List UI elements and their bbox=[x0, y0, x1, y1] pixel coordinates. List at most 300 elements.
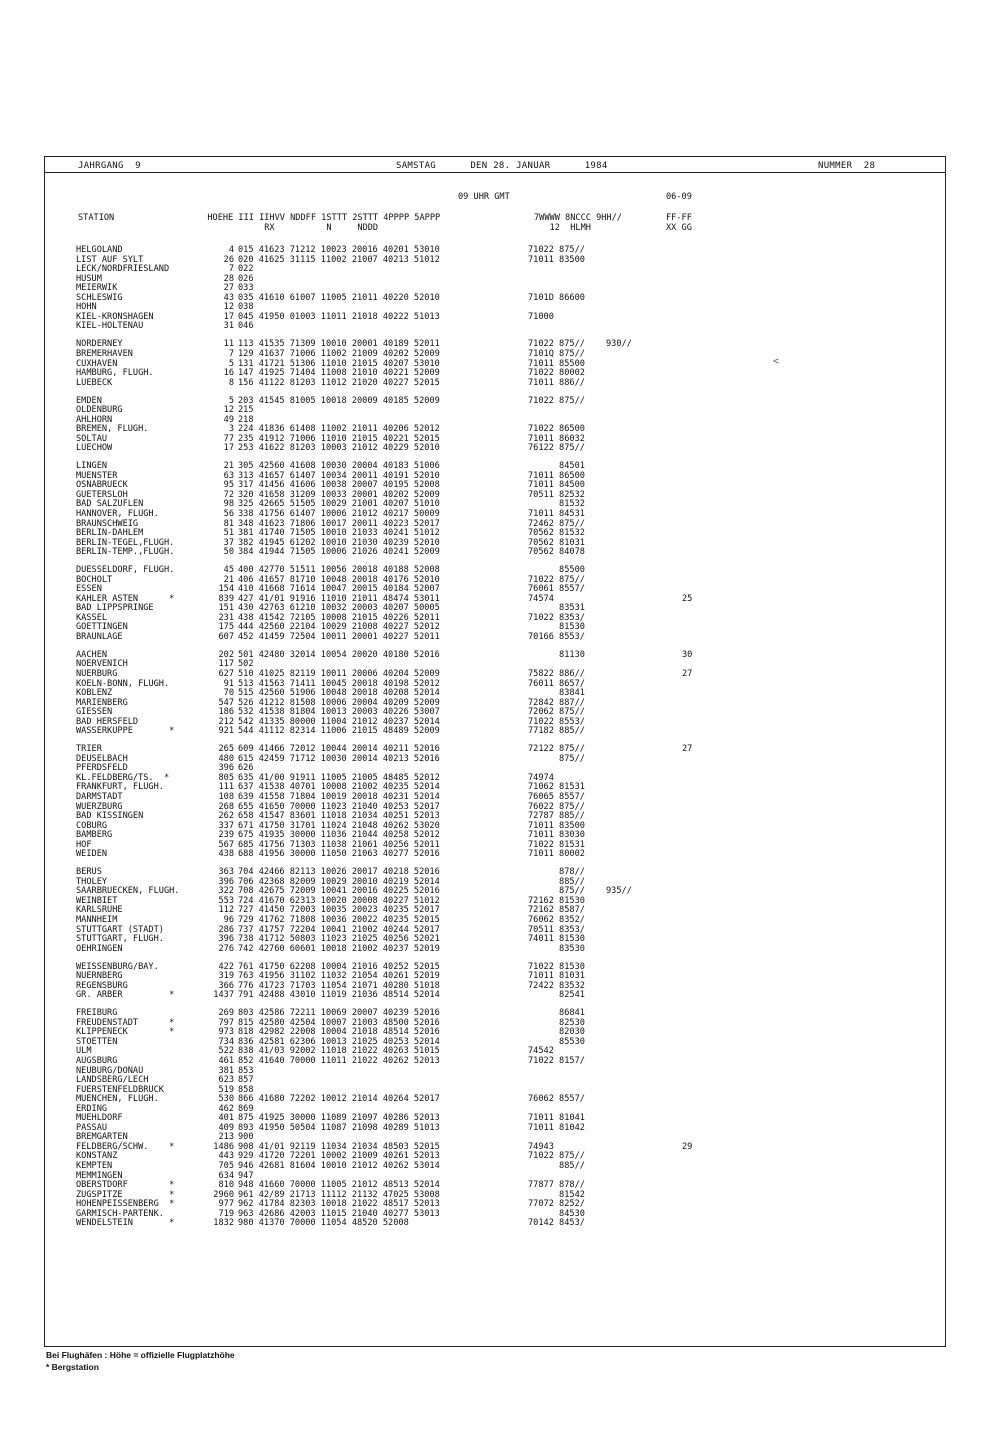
station-name: HAMBURG, FLUGH. bbox=[76, 368, 154, 378]
station-height: 265 bbox=[218, 744, 234, 755]
observation-groups: 224 41836 61408 11002 21011 40206 52012 bbox=[238, 424, 440, 435]
observation-groups: 113 41535 71309 10010 20001 40189 52011 bbox=[238, 339, 440, 350]
observation-groups: 305 42560 41608 10030 20004 40183 51006 bbox=[238, 461, 440, 472]
table-row bbox=[0, 1008, 1000, 1018]
observation-groups: 961 42/89 21713 11112 21132 47025 53008 bbox=[238, 1189, 440, 1200]
extra-groups: 81530 bbox=[528, 622, 585, 633]
observation-groups: 253 41622 81203 10003 21012 40229 52010 bbox=[238, 443, 440, 454]
extra-groups: 71022 81530 bbox=[528, 961, 585, 972]
station-height: 112 bbox=[218, 905, 234, 916]
table-row bbox=[0, 821, 1000, 831]
table-row bbox=[0, 1046, 1000, 1056]
station-height: 268 bbox=[218, 801, 234, 812]
station-name: DEUSELBACH bbox=[76, 753, 128, 764]
table-row bbox=[0, 538, 1000, 548]
station-name: FELDBERG/SCHW. * bbox=[76, 1141, 175, 1152]
extra-groups: 71000 bbox=[528, 311, 554, 322]
station-name: HELGOLAND bbox=[76, 245, 123, 255]
observation-groups: 737 41757 72204 10041 21002 40244 52017 bbox=[238, 924, 440, 935]
station-name: KOELN-BONN, FLUGH. bbox=[76, 678, 170, 689]
extra-groups: 82030 bbox=[528, 1027, 585, 1038]
station-name: HOF bbox=[76, 839, 92, 850]
observation-groups: 908 41/01 92119 11034 21034 48503 52015 bbox=[238, 1141, 440, 1152]
observation-groups: 685 41756 71303 11038 21061 40256 52011 bbox=[238, 839, 440, 850]
gust-value: 27 bbox=[682, 669, 693, 679]
table-row bbox=[0, 1104, 1000, 1114]
table-row bbox=[0, 396, 1000, 406]
extra-groups: 74542 bbox=[528, 1046, 554, 1057]
extra-groups: 7101Q 875// bbox=[528, 348, 585, 359]
observation-groups: 501 42480 32014 10054 20020 40180 52016 bbox=[238, 649, 440, 660]
observation-groups: 704 42466 82113 10026 20017 40218 52016 bbox=[238, 867, 440, 878]
table-row bbox=[0, 679, 1000, 689]
observation-groups: 026 bbox=[238, 273, 254, 284]
extra-groups: 76122 875// bbox=[528, 443, 585, 454]
station-name: MUENCHEN, FLUGH. bbox=[76, 1094, 159, 1105]
station-name: HUSUM bbox=[76, 273, 102, 284]
extra-groups: 71011 84531 bbox=[528, 509, 585, 519]
observation-groups: 893 41950 50504 11087 21098 40289 51013 bbox=[238, 1122, 440, 1133]
observation-groups: 858 bbox=[238, 1084, 254, 1095]
observation-groups: 348 41623 71806 10017 20011 40223 52017 bbox=[238, 518, 440, 529]
station-height: 286 bbox=[218, 924, 234, 935]
observation-groups: 776 41723 71703 11054 21071 40280 51018 bbox=[238, 980, 440, 991]
observation-groups: 853 bbox=[238, 1065, 254, 1076]
observation-groups: 626 bbox=[238, 763, 254, 774]
table-row bbox=[0, 1113, 1000, 1123]
station-height: 363 bbox=[218, 867, 234, 878]
station-name: ZUGSPITZE * bbox=[76, 1189, 175, 1200]
observation-groups: 452 41459 72504 10011 20001 40227 52011 bbox=[238, 631, 440, 642]
station-height: 213 bbox=[218, 1132, 234, 1143]
station-height: 117 bbox=[218, 659, 234, 670]
observation-groups: 502 bbox=[238, 659, 254, 670]
observation-groups: 639 41558 71804 10019 20018 40231 52014 bbox=[238, 792, 440, 802]
station-height: 705 bbox=[218, 1161, 234, 1171]
table-row bbox=[0, 490, 1000, 500]
table-row bbox=[0, 990, 1000, 1000]
table-row bbox=[0, 802, 1000, 812]
observation-groups: 688 41956 30000 11050 21063 40277 52016 bbox=[238, 849, 440, 860]
table-row bbox=[0, 1190, 1000, 1200]
station-height: 1832 bbox=[213, 1218, 234, 1229]
station-name: CUXHAVEN bbox=[76, 358, 118, 369]
issue-number: NUMMER 28 bbox=[818, 161, 876, 171]
observation-groups: 742 42760 60601 10018 21002 40237 52019 bbox=[238, 943, 440, 954]
table-row bbox=[0, 339, 1000, 349]
table-row bbox=[0, 1218, 1000, 1228]
gust-header-1: FF-FF bbox=[666, 213, 692, 223]
observation-groups: 655 41650 70000 11023 21040 40253 52017 bbox=[238, 801, 440, 812]
station-height: 108 bbox=[218, 792, 234, 802]
station-name: FREIBURG bbox=[76, 1008, 118, 1019]
gust-value: 29 bbox=[682, 1141, 693, 1152]
station-height: 3 bbox=[228, 424, 234, 435]
station-name: KAHLER ASTEN * bbox=[76, 593, 175, 604]
station-height: 522 bbox=[218, 1046, 234, 1057]
extra-groups: 71022 875// bbox=[528, 574, 585, 585]
station-name: BAMBERG bbox=[76, 830, 113, 841]
extra-groups: 72122 875// bbox=[528, 744, 585, 755]
gust-value: 30 bbox=[682, 649, 693, 660]
station-height: 186 bbox=[218, 707, 234, 718]
station-name: WEIDEN bbox=[76, 849, 108, 860]
extra-groups: 7101D 86600 bbox=[528, 292, 585, 303]
station-height: 805 bbox=[218, 772, 234, 783]
station-height: 77 bbox=[223, 433, 234, 444]
table-row bbox=[0, 499, 1000, 509]
extra-groups: 84530 bbox=[528, 1208, 585, 1219]
extra-groups: 85500 bbox=[528, 565, 585, 576]
station-height: 56 bbox=[223, 509, 234, 519]
observation-groups: 609 41466 72012 10044 20014 40211 52016 bbox=[238, 744, 440, 755]
station-name: BRAUNSCHWEIG bbox=[76, 518, 139, 529]
observation-groups: 900 bbox=[238, 1132, 254, 1143]
observation-groups: 430 42763 61210 10032 20003 40207 50005 bbox=[238, 603, 440, 614]
table-row bbox=[0, 274, 1000, 284]
extra-groups: 71022 8157/ bbox=[528, 1055, 585, 1066]
observation-groups: 526 41212 81508 10006 20004 40209 52009 bbox=[238, 697, 440, 708]
station-name: SAARBRUECKEN, FLUGH. bbox=[76, 886, 180, 897]
extra-groups: 74011 81530 bbox=[528, 934, 585, 945]
table-row bbox=[0, 1018, 1000, 1028]
observation-groups: 791 42488 43010 11019 21036 48514 52014 bbox=[238, 990, 440, 1001]
observation-groups: 382 41945 61202 10010 21030 40239 52010 bbox=[238, 537, 440, 548]
table-row bbox=[0, 1066, 1000, 1076]
extra-groups: 76065 8557/ bbox=[528, 792, 585, 802]
observation-groups: 235 41912 71006 11010 21015 40221 52015 bbox=[238, 433, 440, 444]
observation-groups: 763 41956 31102 11032 21054 40261 52019 bbox=[238, 971, 440, 982]
station-height: 567 bbox=[218, 839, 234, 850]
station-name: HANNOVER, FLUGH. bbox=[76, 509, 159, 519]
observation-groups: 410 41668 71614 10047 20015 40184 52007 bbox=[238, 584, 440, 595]
table-row bbox=[0, 849, 1000, 859]
station-name: BAD HERSFELD bbox=[76, 716, 139, 727]
station-height: 269 bbox=[218, 1008, 234, 1019]
station-name: DUESSELDORF, FLUGH. bbox=[76, 565, 175, 576]
station-name: LANDSBERG/LECH bbox=[76, 1075, 149, 1085]
extra-groups: 75822 886// bbox=[528, 669, 585, 679]
extra-group-2: 935// bbox=[606, 886, 632, 897]
scan-mark: < bbox=[773, 356, 780, 367]
station-height: 96 bbox=[223, 915, 234, 925]
station-name: BERLIN-TEMP.,FLUGH. bbox=[76, 547, 175, 558]
extra-groups: 71011 886// bbox=[528, 377, 585, 388]
station-name: ULM bbox=[76, 1046, 92, 1057]
station-name: FUERSTENFELDBRUCK bbox=[76, 1084, 164, 1095]
observation-groups: 320 41658 31209 10033 20001 40202 52009 bbox=[238, 489, 440, 500]
extra-groups: 83841 bbox=[528, 688, 585, 699]
volume-label: JAHRGANG 9 bbox=[78, 161, 141, 171]
station-height: 175 bbox=[218, 622, 234, 633]
station-height: 43 bbox=[223, 292, 234, 303]
extra-groups: 82530 bbox=[528, 1017, 585, 1028]
station-height: 438 bbox=[218, 849, 234, 860]
table-row bbox=[0, 877, 1000, 887]
table-row bbox=[0, 905, 1000, 915]
station-height: 921 bbox=[218, 726, 234, 737]
station-name: KEMPTEN bbox=[76, 1161, 113, 1171]
observation-groups: 313 41657 61407 10034 20011 40191 52010 bbox=[238, 470, 440, 481]
table-row bbox=[0, 1123, 1000, 1133]
station-height: 151 bbox=[218, 603, 234, 614]
station-name: BOCHOLT bbox=[76, 574, 113, 585]
station-name: PASSAU bbox=[76, 1122, 108, 1133]
station-height: 627 bbox=[218, 669, 234, 679]
station-height: 422 bbox=[218, 961, 234, 972]
station-name: GARMISCH-PARTENK. bbox=[76, 1208, 164, 1219]
extra-groups: 71022 81531 bbox=[528, 839, 585, 850]
station-name: WUERZBURG bbox=[76, 801, 123, 812]
station-height: 797 bbox=[218, 1017, 234, 1028]
table-row bbox=[0, 811, 1000, 821]
table-row bbox=[0, 1199, 1000, 1209]
station-height: 634 bbox=[218, 1170, 234, 1181]
table-row bbox=[0, 971, 1000, 981]
table-row bbox=[0, 717, 1000, 727]
table-row bbox=[0, 603, 1000, 613]
extra-groups: 72842 887// bbox=[528, 697, 585, 708]
station-height: 734 bbox=[218, 1036, 234, 1047]
station-name: TRIER bbox=[76, 744, 102, 755]
extra-groups: 70142 8453/ bbox=[528, 1218, 585, 1229]
observation-groups: 045 41950 01003 11011 21018 40222 51013 bbox=[238, 311, 440, 322]
table-row bbox=[0, 471, 1000, 481]
extra-groups: 71062 81531 bbox=[528, 782, 585, 793]
observation-groups: 963 42686 42003 11015 21040 40277 53013 bbox=[238, 1208, 440, 1219]
station-height: 623 bbox=[218, 1075, 234, 1085]
table-row bbox=[0, 519, 1000, 529]
station-name: AUGSBURG bbox=[76, 1055, 118, 1066]
table-row bbox=[0, 575, 1000, 585]
observation-groups: 635 41/00 91911 11005 21005 48485 52012 bbox=[238, 772, 440, 783]
station-name: HOHENPEISSENBERG * bbox=[76, 1199, 175, 1210]
observation-groups: 015 41623 71212 10023 20016 40201 53010 bbox=[238, 245, 440, 255]
extra-groups: 71011 81031 bbox=[528, 971, 585, 982]
station-name: NUERNBERG bbox=[76, 971, 123, 982]
station-name: ERDING bbox=[76, 1103, 108, 1114]
table-row bbox=[0, 255, 1000, 265]
table-row bbox=[0, 594, 1000, 604]
station-height: 31 bbox=[223, 321, 234, 332]
extra-groups: 82541 bbox=[528, 990, 585, 1001]
footnote-mountain-station: * Bergstation bbox=[46, 1362, 99, 1372]
observation-groups: 325 42665 51505 10029 21001 40207 51010 bbox=[238, 499, 440, 510]
station-height: 276 bbox=[218, 943, 234, 954]
observation-groups: 438 41542 72105 10008 21015 40226 52011 bbox=[238, 612, 440, 623]
station-name: MEIERWIK bbox=[76, 283, 118, 294]
table-row bbox=[0, 1132, 1000, 1142]
station-name: EMDEN bbox=[76, 395, 102, 406]
station-name: OBERSTDORF * bbox=[76, 1180, 175, 1191]
table-row bbox=[0, 1151, 1000, 1161]
extra-groups: 85530 bbox=[528, 1036, 585, 1047]
station-height: 607 bbox=[218, 631, 234, 642]
table-row bbox=[0, 1094, 1000, 1104]
observation-groups: 400 42770 51511 10056 20018 40188 52008 bbox=[238, 565, 440, 576]
station-name: REGENSBURG bbox=[76, 980, 128, 991]
extra-groups: 71011 85500 bbox=[528, 358, 585, 369]
station-height: 17 bbox=[223, 311, 234, 322]
station-height: 51 bbox=[223, 528, 234, 539]
table-row bbox=[0, 283, 1000, 293]
observation-groups: 838 41/03 92002 11018 21022 40263 51015 bbox=[238, 1046, 440, 1057]
table-row bbox=[0, 669, 1000, 679]
extra-groups: 70562 81031 bbox=[528, 537, 585, 548]
observation-groups: 046 bbox=[238, 321, 254, 332]
extra-groups: 71022 875// bbox=[528, 339, 585, 350]
extra-groups: 70511 8353/ bbox=[528, 924, 585, 935]
observation-groups: 727 41450 72003 10035 20023 40235 52017 bbox=[238, 905, 440, 916]
station-height: 262 bbox=[218, 811, 234, 822]
gust-header-2: XX GG bbox=[666, 223, 692, 233]
station-name: STOETTEN bbox=[76, 1036, 118, 1047]
table-row bbox=[0, 584, 1000, 594]
extra-groups: 76062 8352/ bbox=[528, 915, 585, 925]
table-row bbox=[0, 443, 1000, 453]
issue-date: SAMSTAG DEN 28. JANUAR 1984 bbox=[396, 161, 608, 171]
extra-groups: 83530 bbox=[528, 943, 585, 954]
station-name: WEISSENBURG/BAY. bbox=[76, 961, 159, 972]
station-height: 45 bbox=[223, 565, 234, 576]
table-row bbox=[0, 547, 1000, 557]
station-height: 70 bbox=[223, 688, 234, 699]
observation-groups: 675 41935 30000 11036 21044 40258 52012 bbox=[238, 830, 440, 841]
station-name: LUEBECK bbox=[76, 377, 113, 388]
station-name: THOLEY bbox=[76, 876, 108, 887]
table-row bbox=[0, 461, 1000, 471]
station-height: 37 bbox=[223, 537, 234, 548]
table-row bbox=[0, 726, 1000, 736]
observation-groups: 147 41925 71404 11008 21010 40221 52009 bbox=[238, 368, 440, 378]
extra-groups: 76061 8557/ bbox=[528, 584, 585, 595]
extra-groups: 71022 875// bbox=[528, 245, 585, 255]
station-name: FREUDENSTADT * bbox=[76, 1017, 175, 1028]
observation-groups: 156 41122 81203 11012 21020 40227 52015 bbox=[238, 377, 440, 388]
table-row bbox=[0, 1180, 1000, 1190]
station-height: 12 bbox=[223, 302, 234, 313]
table-row bbox=[0, 368, 1000, 378]
station-height: 7 bbox=[228, 264, 234, 275]
station-height: 11 bbox=[223, 339, 234, 350]
station-name: WEINBIET bbox=[76, 895, 118, 906]
extra-groups: 885// bbox=[528, 1161, 585, 1171]
observation-groups: 215 bbox=[238, 405, 254, 416]
table-row bbox=[0, 830, 1000, 840]
table-row bbox=[0, 1056, 1000, 1066]
extra-groups: 71011 83030 bbox=[528, 830, 585, 841]
station-height: 21 bbox=[223, 461, 234, 472]
table-row bbox=[0, 293, 1000, 303]
station-name: LECK/NORDFRIESLAND bbox=[76, 264, 170, 275]
station-height: 2960 bbox=[213, 1189, 234, 1200]
table-row bbox=[0, 925, 1000, 935]
station-height: 553 bbox=[218, 895, 234, 906]
extra-groups: 86841 bbox=[528, 1008, 585, 1019]
observation-groups: 384 41944 71505 10006 21026 40241 52009 bbox=[238, 547, 440, 558]
station-name: NEUBURG/DONAU bbox=[76, 1065, 144, 1076]
station-height: 319 bbox=[218, 971, 234, 982]
observation-groups: 836 42581 62306 10013 21025 40253 52014 bbox=[238, 1036, 440, 1047]
station-height: 443 bbox=[218, 1151, 234, 1162]
table-row bbox=[0, 754, 1000, 764]
table-row bbox=[0, 650, 1000, 660]
station-name: SCHLESWIG bbox=[76, 292, 123, 303]
extra-groups: 72422 83532 bbox=[528, 980, 585, 991]
station-height: 381 bbox=[218, 1065, 234, 1076]
table-row bbox=[0, 415, 1000, 425]
observation-groups: 427 41/01 91916 11010 21011 48474 53011 bbox=[238, 593, 440, 604]
station-height: 111 bbox=[218, 782, 234, 793]
gust-value: 25 bbox=[682, 593, 693, 604]
station-name: WENDELSTEIN * bbox=[76, 1218, 175, 1229]
table-row bbox=[0, 622, 1000, 632]
station-name: AHLHORN bbox=[76, 414, 113, 425]
table-row bbox=[0, 405, 1000, 415]
station-height: 154 bbox=[218, 584, 234, 595]
observation-groups: 729 41762 71808 10036 20022 40235 52015 bbox=[238, 915, 440, 925]
station-height: 547 bbox=[218, 697, 234, 708]
station-name: LINGEN bbox=[76, 461, 108, 472]
station-height: 977 bbox=[218, 1199, 234, 1210]
table-row bbox=[0, 480, 1000, 490]
station-height: 461 bbox=[218, 1055, 234, 1066]
table-row bbox=[0, 1075, 1000, 1085]
station-height: 95 bbox=[223, 480, 234, 491]
extra-groups: 878// bbox=[528, 867, 585, 878]
observation-groups: 203 41545 81005 10018 20009 40185 52009 bbox=[238, 395, 440, 406]
observation-groups: 444 42560 22104 10029 21008 40227 52012 bbox=[238, 622, 440, 633]
station-name: GR. ARBER * bbox=[76, 990, 175, 1001]
table-row bbox=[0, 840, 1000, 850]
extra-groups: 76062 8557/ bbox=[528, 1094, 585, 1105]
observation-groups: 818 42982 22008 10004 21018 48514 52016 bbox=[238, 1027, 440, 1038]
station-height: 91 bbox=[223, 678, 234, 689]
table-row bbox=[0, 962, 1000, 972]
extra-groups: 83531 bbox=[528, 603, 585, 614]
observation-groups: 033 bbox=[238, 283, 254, 294]
observation-groups: 738 41712 50803 11023 21025 40256 52021 bbox=[238, 934, 440, 945]
table-row bbox=[0, 915, 1000, 925]
extra-groups: 76022 875// bbox=[528, 801, 585, 812]
station-name: MEMMINGEN bbox=[76, 1170, 123, 1181]
observation-groups: 129 41637 71006 11002 21009 40202 52009 bbox=[238, 348, 440, 359]
station-name: KONSTANZ bbox=[76, 1151, 118, 1162]
station-name: GOETTINGEN bbox=[76, 622, 128, 633]
station-name: MANNHEIM bbox=[76, 915, 118, 925]
extra-groups: 74943 bbox=[528, 1141, 554, 1152]
table-row bbox=[0, 782, 1000, 792]
extra-groups: 71011 83500 bbox=[528, 254, 585, 265]
station-height: 7 bbox=[228, 348, 234, 359]
table-row bbox=[0, 744, 1000, 754]
table-row bbox=[0, 632, 1000, 642]
observation-groups: 962 41784 82303 10018 21022 48517 52013 bbox=[238, 1199, 440, 1210]
station-name: MUENSTER bbox=[76, 470, 118, 481]
station-name: FRANKFURT, FLUGH. bbox=[76, 782, 164, 793]
station-height: 231 bbox=[218, 612, 234, 623]
table-row bbox=[0, 349, 1000, 359]
extra-groups: 70562 84078 bbox=[528, 547, 585, 558]
observation-groups: 866 41680 72202 10012 21014 40264 52017 bbox=[238, 1094, 440, 1105]
column-header-row-2: RX N NDDD bbox=[78, 223, 379, 233]
observation-groups: 857 bbox=[238, 1075, 254, 1085]
station-name: KIEL-HOLTENAU bbox=[76, 321, 144, 332]
table-row bbox=[0, 264, 1000, 274]
station-height: 202 bbox=[218, 649, 234, 660]
column-header-extra-2: 12 HLMH bbox=[534, 223, 591, 233]
extra-groups: 72787 885// bbox=[528, 811, 585, 822]
